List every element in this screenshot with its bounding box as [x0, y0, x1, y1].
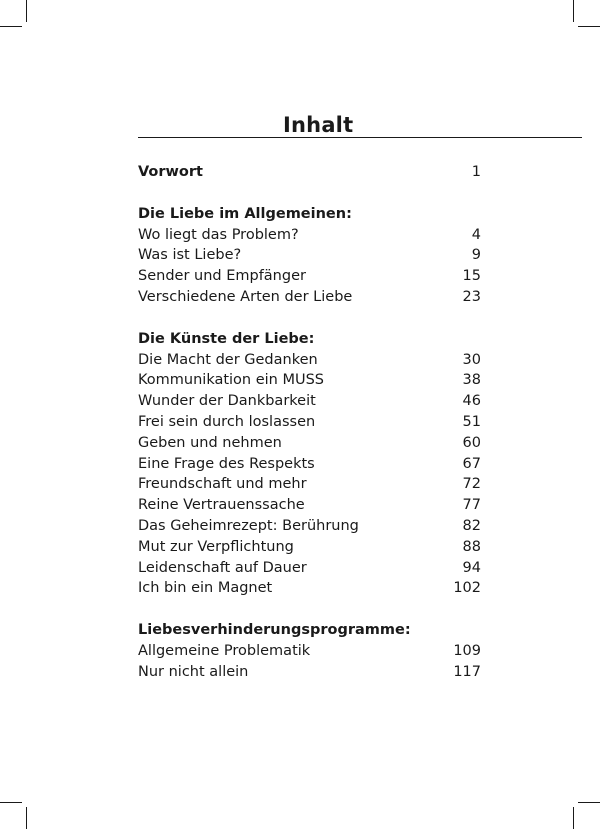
toc-entry	[138, 516, 481, 537]
page-title: Inhalt	[283, 113, 354, 137]
toc-entry-page-number: 30	[462, 351, 481, 368]
crop-mark-bottom-left-vertical	[26, 807, 27, 829]
toc-entry-label: Nur nicht allein	[138, 663, 249, 680]
toc-entry	[138, 266, 481, 287]
toc-entry-page-number: 117	[453, 663, 481, 680]
toc-entry	[138, 287, 481, 308]
toc-entry-page-number: 67	[462, 455, 481, 472]
toc-heading-label: Die Künste der Liebe:	[138, 330, 315, 347]
title-underline	[138, 137, 582, 138]
toc-entry-label: Das Geheimrezept: Berührung	[138, 517, 359, 534]
toc-entry	[138, 245, 481, 266]
toc-heading-label: Die Liebe im Allgemeinen:	[138, 205, 352, 222]
toc-entry-label: Wunder der Dankbarkeit	[138, 393, 316, 410]
toc-entry	[138, 225, 481, 246]
toc-entry-page-number: 94	[462, 559, 481, 576]
toc-entry	[138, 558, 481, 579]
toc-entry-label: Freundschaft und mehr	[138, 476, 307, 493]
toc-entry-label: Mut zur Verpflichtung	[138, 538, 294, 555]
toc-heading-page-number: 1	[471, 164, 481, 180]
toc-entry	[138, 641, 481, 662]
toc-entry-label: Was ist Liebe?	[138, 247, 242, 264]
toc-entry	[138, 370, 481, 391]
table-of-contents	[138, 162, 481, 704]
toc-entry-page-number: 46	[462, 393, 481, 410]
toc-entry-page-number: 82	[462, 517, 481, 534]
toc-section-heading	[138, 329, 481, 350]
toc-section-heading	[138, 162, 481, 183]
crop-mark-top-right-vertical	[573, 0, 574, 22]
toc-entry-label: Frei sein durch loslassen	[138, 413, 316, 430]
toc-entry-label: Die Macht der Gedanken	[138, 351, 318, 368]
toc-entry-label: Ich bin ein Magnet	[138, 580, 273, 597]
toc-entry	[138, 474, 481, 495]
toc-section-heading	[138, 204, 481, 225]
toc-section	[138, 620, 481, 682]
toc-section-heading	[138, 620, 481, 641]
toc-entry-label: Geben und nehmen	[138, 434, 282, 451]
toc-entry-page-number: 9	[471, 247, 481, 264]
toc-entry	[138, 454, 481, 475]
toc-entry-page-number: 38	[462, 372, 481, 389]
crop-mark-top-right-horizontal	[578, 26, 600, 27]
toc-entry-label: Wo liegt das Problem?	[138, 226, 299, 243]
toc-entry-page-number: 60	[462, 434, 481, 451]
crop-mark-bottom-right-horizontal	[578, 802, 600, 803]
toc-entry-label: Kommunikation ein MUSS	[138, 372, 325, 389]
toc-entry-label: Sender und Empfänger	[138, 268, 306, 285]
toc-entry	[138, 391, 481, 412]
crop-mark-top-left-horizontal	[0, 26, 22, 27]
toc-entry	[138, 578, 481, 599]
toc-entry-page-number: 15	[462, 268, 481, 285]
toc-entry	[138, 350, 481, 371]
toc-entry-page-number: 23	[462, 288, 481, 305]
toc-entry	[138, 662, 481, 683]
toc-entry-page-number: 102	[453, 580, 481, 597]
toc-section	[138, 329, 481, 599]
toc-entry	[138, 537, 481, 558]
crop-mark-bottom-right-vertical	[573, 807, 574, 829]
toc-heading-label: Vorwort	[138, 164, 203, 180]
toc-entry-page-number: 51	[462, 413, 481, 430]
toc-entry	[138, 433, 481, 454]
toc-section	[138, 204, 481, 308]
toc-entry-page-number: 88	[462, 538, 481, 555]
crop-mark-bottom-left-horizontal	[0, 802, 22, 803]
toc-entry-page-number: 109	[453, 642, 481, 659]
toc-entry-label: Leidenschaft auf Dauer	[138, 559, 307, 576]
toc-heading-label: Liebesverhinderungsprogramme:	[138, 622, 411, 639]
toc-section	[138, 162, 481, 183]
toc-entry-label: Eine Frage des Respekts	[138, 455, 315, 472]
toc-entry	[138, 495, 481, 516]
toc-entry-label: Reine Vertrauenssache	[138, 497, 305, 514]
toc-entry-label: Allgemeine Problematik	[138, 642, 311, 659]
toc-entry-label: Verschiedene Arten der Liebe	[138, 288, 353, 305]
crop-mark-top-left-vertical	[26, 0, 27, 22]
toc-entry-page-number: 72	[462, 476, 481, 493]
toc-entry-page-number: 4	[471, 226, 481, 243]
toc-entry	[138, 412, 481, 433]
toc-entry-page-number: 77	[462, 497, 481, 514]
